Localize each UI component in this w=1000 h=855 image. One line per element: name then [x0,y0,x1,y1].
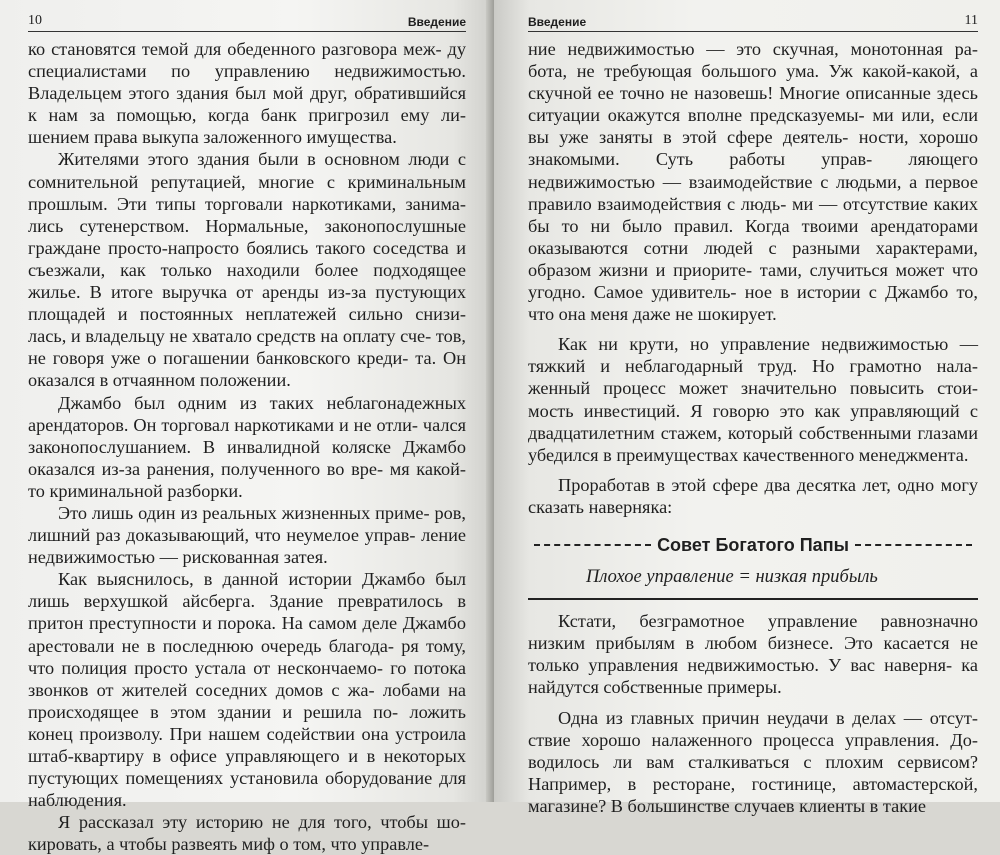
dashed-rule-right [855,544,972,546]
tip-box [528,534,978,600]
paragraph: Это лишь один из реальных жизненных приме- ров, лишний раз доказывающий, что неумелое управ- ление недвижимостью — рискованная затея. [28,502,466,568]
paragraph: Я рассказал эту историю не для того, чтобы шо- кировать, а чтобы развеять миф о том, что управле- [28,812,466,855]
left-body-text [28,38,466,855]
left-running-head [28,10,466,32]
paragraph: Джамбо был одним из таких неблагонадежных арендаторов. Он торговал наркотиками и не отли- чался законопослушанием. В инвалидной коляске Джамбо оказался из-за ранения, полученного во вре- мя какой-то криминальной разборки. [28,392,466,501]
tip-heading-row [528,534,978,556]
tip-text: Плохое управление = низкая прибыль [586,567,878,588]
paragraph: ние недвижимостью — это скучная, монотонная ра- бота, не требующая большого ума. Уж какой-какой, а скучной ее точно не назовешь! Многие описанные здесь ситуации окажутся вполне предсказуемы- ми или, если вы уже заняты в этой сфере деятель- ности, хорошо знакомыми. Суть работы управ- ляющего недвижимостью — взаимодействие с людьми, а первое правило взаимодействия с людь- ми — отсутствие каких бы то ни было правил. Когда твоими арендаторами оказываются сотни людей с разными характерами, образом жизни и приорите- тами, случиться может что угодно. Самое удивитель- ное в истории с Джамбо то, что она меня даже не шокирует. [528,39,978,325]
paragraph: Кстати, безграмотное управление равнозначно низким прибылям в любом бизнесе. Это касается не только управления недвижимостью. У вас наверня- ка найдутся собственные примеры. [528,611,978,698]
tip-bottom-rule [528,598,978,600]
paragraph: Жителями этого здания были в основном люди с сомнительной репутацией, многие с криминальным прошлым. Эти типы торговали наркотиками, занима- лись сутенерством. Нормальные, законопослушные граждане просто-напросто боялись такого соседства и съезжали, как только находили более подходящее жилье. В итоге выручка от аренды из-за пустующих площадей и постоянных неплатежей сильно снизи- лась, и владельцу не хватало средств на оплату сче- тов, не говоря уже о погашении банковского креди- та. Он оказался в отчаянном положении. [28,149,466,391]
dashed-rule-left [534,544,651,546]
paragraph: Как ни крути, но управление недвижимостью — тяжкий и неблагодарный труд. Но грамотно нала- женный процесс может значительно повысить стои- мость инвестиций. Я говорю это как управляющий с двадцатилетним стажем, который собственными глазами убедился в преимуществах качественного менеджмента. [528,334,978,465]
right-page [494,0,1000,816]
tip-heading: Совет Богатого Папы [657,534,849,555]
paragraph: ко становятся темой для обеденного разговора меж- ду специалистами по управлению недвижимостью. Владельцем этого здания был мой друг, обратившийся к нам за помощью, когда банк пригрозил ему ли- шением права выкупа заложенного имущества. [28,39,466,148]
left-page [0,0,492,855]
paragraph: Одна из главных причин неудачи в делах — отсут- ствие хорошо налаженного процесса управления. До- водилось ли вам сталкиваться с плохим сервисом? Например, в ресторане, гостинице, автомастерской, магазине? В большинстве случаев клиенты в такие [528,707,978,816]
paragraph: Как выяснилось, в данной истории Джамбо был лишь верхушкой айсберга. Здание превратилось в притон преступности и порока. На самом деле Джамбо арестовали не в последнюю очередь благода- ря тому, что полиция просто устала от нескончаемо- го потока звонков от жителей соседних домов с жа- лобами на происходящее в этом здании и решила по- ложить конец произволу. При нашем содействии она устроила штаб-квартиру в офисе управляющего и в некоторых пустующих помещениях установила оборудование для наблюдения. [28,569,466,811]
left-chapter-title: Введение [407,15,466,29]
paragraph: Проработав в этой сфере два десятка лет, одно могу сказать наверняка: [528,474,978,517]
left-page-number: 10 [28,13,42,28]
right-chapter-title: Введение [528,15,587,29]
right-body-text [528,38,978,817]
right-page-number: 11 [964,13,978,28]
right-running-head [528,10,978,32]
